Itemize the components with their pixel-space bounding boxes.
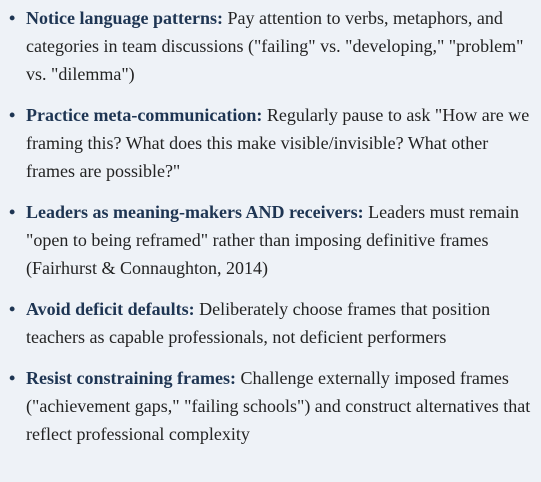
item-description: Leaders must remain "open to being reframed" rather than imposing definitive frames (Fairhurst & Connaughton, 2014) [26, 202, 520, 278]
bullet-icon: • [9, 202, 16, 222]
item-description: Regularly pause to ask "How are we framing this? What does this make visible/invisible? What other frames are possible?" [26, 105, 530, 181]
list-item-deficit-defaults [0, 295, 531, 351]
item-description: Deliberately choose frames that position teachers as capable professionals, not deficient performers [26, 299, 491, 347]
bullet-icon: • [9, 8, 16, 28]
list-item-language-patterns [0, 4, 531, 88]
bullet-icon: • [9, 299, 16, 319]
bullet-icon: • [9, 368, 16, 388]
item-term: Resist constraining frames: [26, 368, 236, 388]
item-term: Notice language patterns: [26, 8, 223, 28]
list-item-meta-communication [0, 101, 531, 185]
item-term: Practice meta-communication: [26, 105, 263, 125]
recommendations-list [0, 4, 541, 448]
list-item-leaders-meaning-makers [0, 198, 531, 282]
item-term: Avoid deficit defaults: [26, 299, 195, 319]
item-description: Challenge externally imposed frames ("achievement gaps," "failing schools") and construct alternatives that reflect professional complexity [26, 368, 531, 444]
item-term: Leaders as meaning-makers AND receivers: [26, 202, 364, 222]
item-description: Pay attention to verbs, metaphors, and categories in team discussions ("failing" vs. "developing," "problem" vs. "dilemma") [26, 8, 524, 84]
list-item-constraining-frames [0, 364, 531, 448]
bullet-icon: • [9, 105, 16, 125]
